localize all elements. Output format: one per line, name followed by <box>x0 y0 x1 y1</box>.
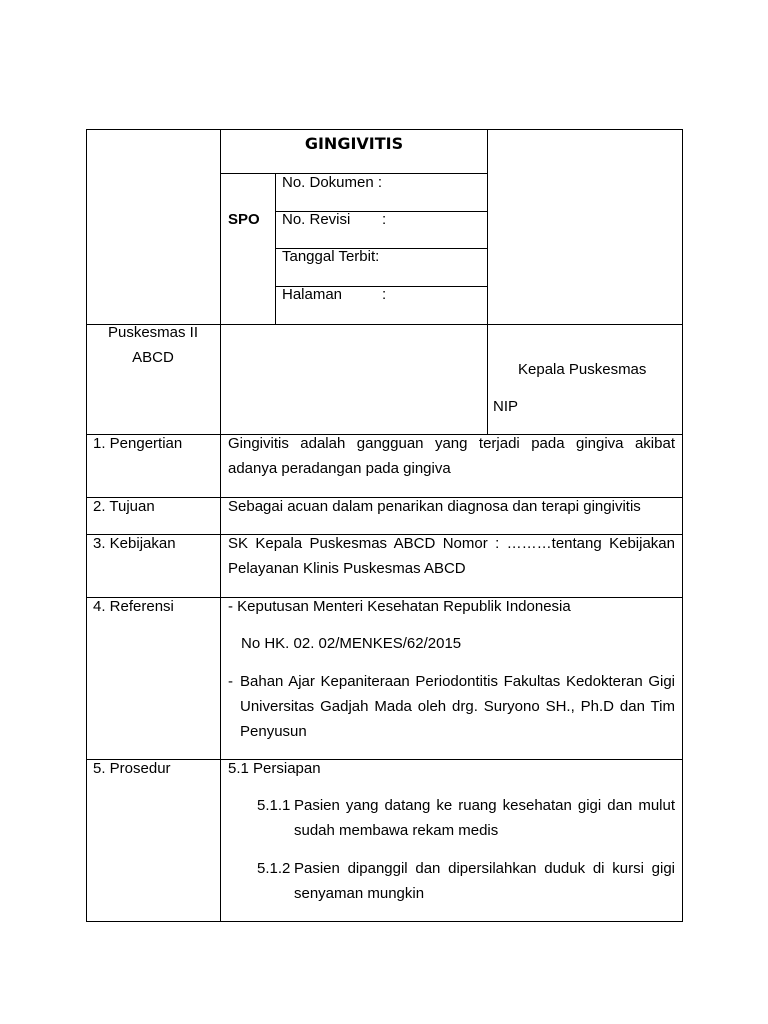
section-text-kebijakan: SK Kepala Puskesmas ABCD Nomor : ………tentang Kebijakan Pelayanan Klinis Puskesmas ABCD <box>228 535 675 577</box>
puskesmas-name-line1: Puskesmas II <box>107 324 199 341</box>
table-border-left <box>86 129 87 922</box>
no-revisi-colon: : <box>382 211 387 228</box>
referensi-item2-dash: - <box>228 673 233 690</box>
no-dokumen-field: No. Dokumen : <box>282 174 383 191</box>
section-label-prosedur: 5. Prosedur <box>93 760 171 777</box>
section-label-referensi: 4. Referensi <box>93 598 174 615</box>
halaman-colon: : <box>382 286 387 303</box>
prosedur-step2-text: Pasien dipanggil dan dipersilahkan duduk di kursi gigi senyaman mungkin <box>294 860 675 902</box>
tanggal-terbit-field: Tanggal Terbit: <box>282 248 380 265</box>
section-label-pengertian: 1. Pengertian <box>93 435 183 452</box>
table-border-right <box>682 129 683 922</box>
section-text-pengertian: Gingivitis adalah gangguan yang terjadi pada gingiva akibat adanya peradangan pada gingiva <box>228 435 675 477</box>
prosedur-step2-number: 5.1.2 <box>257 860 291 877</box>
prosedur-sub-heading: 5.1 Persiapan <box>228 760 321 777</box>
referensi-item1-line1: - Keputusan Menteri Kesehatan Republik Indonesia <box>228 598 571 615</box>
spo-label: SPO <box>228 211 260 228</box>
halaman-label: Halaman <box>282 286 343 303</box>
nip-label: NIP <box>493 398 519 415</box>
no-revisi-label: No. Revisi <box>282 211 351 228</box>
column-divider-label <box>220 129 221 922</box>
kepala-puskesmas-label: Kepala Puskesmas <box>518 361 647 378</box>
table-border-top <box>86 129 683 130</box>
table-border-bottom <box>86 921 683 922</box>
referensi-item2-text: Bahan Ajar Kepaniteraan Periodontitis Fakultas Kedokteran Gigi Universitas Gadjah Mada oleh drg. Suryono SH., Ph.D dan Tim Penyusun <box>240 673 675 740</box>
prosedur-step1-text: Pasien yang datang ke ruang kesehatan gigi dan mulut sudah membawa rekam medis <box>294 797 675 839</box>
column-divider-right <box>487 129 488 434</box>
section-label-tujuan: 2. Tujuan <box>93 498 155 515</box>
section-label-kebijakan: 3. Kebijakan <box>93 535 176 552</box>
document-title: GINGIVITIS <box>304 134 404 153</box>
referensi-item1-line2: No HK. 02. 02/MENKES/62/2015 <box>241 635 462 652</box>
prosedur-step1-number: 5.1.1 <box>257 797 291 814</box>
referensi-row-divider <box>86 759 683 760</box>
puskesmas-name-line2: ABCD <box>132 349 174 366</box>
spo-document <box>86 129 683 922</box>
section-text-tujuan: Sebagai acuan dalam penarikan diagnosa dan terapi gingivitis <box>228 498 641 515</box>
